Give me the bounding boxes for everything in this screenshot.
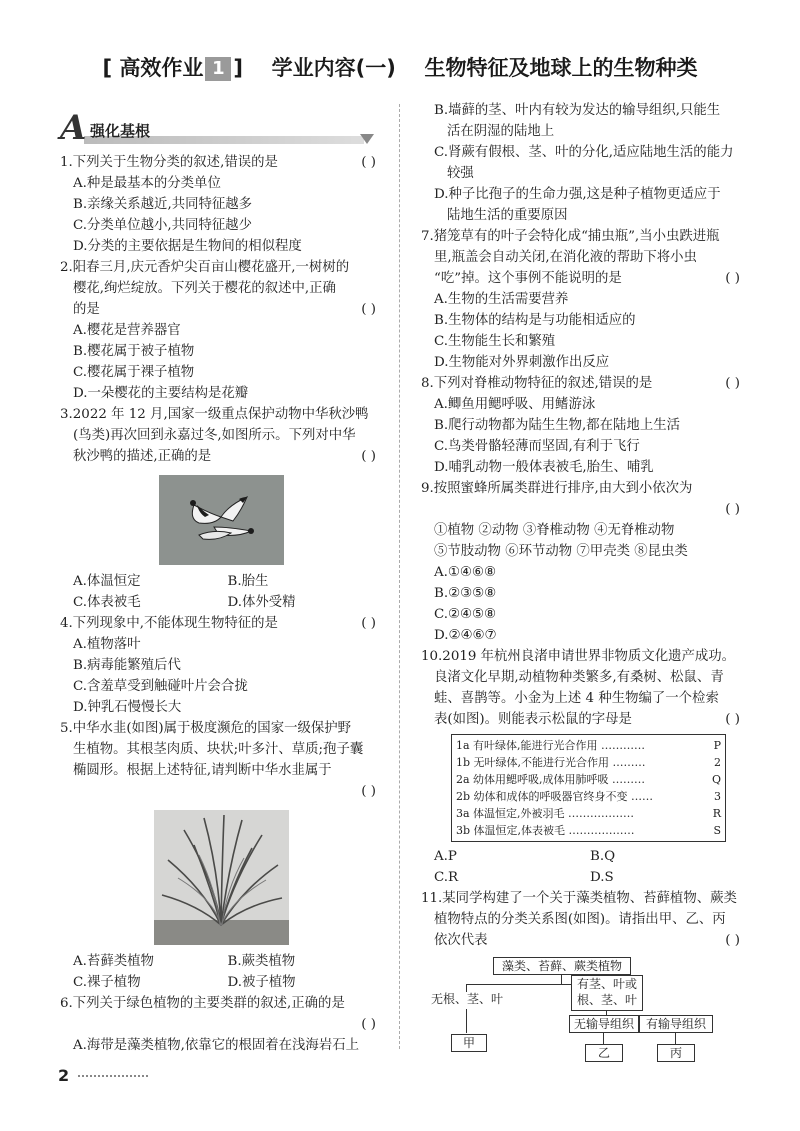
diagram-has-tissue: 有输导组织 [639, 1015, 713, 1033]
answer-paren: ( ) [361, 616, 376, 631]
q3-options-row1 [60, 571, 382, 592]
answer-paren: ( ) [725, 271, 740, 286]
q11-stem-line1: 11.某同学构建了一个关于藻类植物、苔藓植物、蕨类 [421, 891, 737, 906]
q6-option-b-line1: B.墙藓的茎、叶内有较为发达的输导组织,只能生 [434, 103, 721, 118]
q10-stem-line4: 表(如图)。则能表示松鼠的字母是 ( ) [421, 709, 746, 730]
key-row: 3a 体温恒定,外被羽毛 ……………… R [456, 807, 721, 820]
q7-option-a: A.生物的生活需要营养 [434, 292, 569, 307]
q9-stem: 9.按照蜜蜂所属类群进行排序,由大到小依次为 [421, 481, 693, 496]
q1-option-d: D.分类的主要依据是生物间的相似程度 [73, 239, 302, 254]
q6-option-c-line1: C.肾蕨有假根、茎、叶的分化,适应陆地生活的能力 [434, 145, 734, 160]
q6-paren-line [60, 1014, 382, 1035]
q3-stem-line3: 秋沙鸭的描述,正确的是 ( ) [60, 446, 382, 467]
q10-option-b: B.Q [590, 849, 616, 864]
q1-stem: 1.下列关于生物分类的叙述,错误的是 ( ) [60, 152, 382, 173]
q3-stem-line2: (鸟类)再次回到永嘉过冬,如图所示。下列对中华 [73, 428, 356, 443]
q8-stem: 8.下列对脊椎动物特征的叙述,错误的是 ( ) [421, 373, 746, 394]
key-row: 2a 幼体用鳃呼吸,成体用肺呼吸 ……… Q [456, 773, 721, 786]
answer-paren: ( ) [725, 933, 740, 948]
diagram-connector [675, 1032, 676, 1044]
q2-option-a: A.樱花是营养器官 [73, 323, 181, 338]
q9-paren-line [421, 499, 746, 520]
q8-option-c: C.鸟类骨骼轻薄而坚固,有利于飞行 [434, 439, 640, 454]
q8-option-b: B.爬行动物都为陆生生物,都在陆地上生活 [434, 418, 680, 433]
q8-option-d: D.哺乳动物一般体表被毛,胎生、哺乳 [434, 460, 654, 475]
quillwort-photo [154, 810, 289, 945]
q7-option-c: C.生物能生长和繁殖 [434, 334, 556, 349]
q6-option-a: A.海带是藻类植物,依靠它的根固着在浅海岩石上 [73, 1038, 359, 1053]
q1-option-b: B.亲缘关系越近,共同特征越多 [73, 197, 253, 212]
right-column [421, 100, 746, 1070]
answer-paren: ( ) [725, 376, 740, 391]
answer-paren: ( ) [361, 302, 376, 317]
q2-stem-line2: 樱花,绚烂绽放。下列关于樱花的叙述中,正确 [73, 281, 336, 296]
q10-option-c: C.R [434, 870, 459, 885]
q1-option-a: A.种是最基本的分类单位 [73, 176, 221, 191]
q2-option-d: D.一朵樱花的主要结构是花瓣 [73, 386, 249, 401]
duck-photo [159, 475, 284, 565]
q10-stem-line1: 10.2019 年杭州良渚申请世界非物质文化遗产成功。 [421, 649, 736, 664]
q5-options-row1 [60, 951, 382, 972]
q6-option-d-line2: 陆地生活的重要原因 [447, 208, 568, 223]
q2-option-b: B.樱花属于被子植物 [73, 344, 195, 359]
answer-paren: ( ) [361, 449, 376, 464]
classification-diagram [421, 955, 751, 1070]
q5-option-b: B.蕨类植物 [227, 954, 296, 969]
q5-paren-line [60, 781, 382, 802]
answer-paren: ( ) [361, 784, 376, 799]
diagram-connector [466, 1009, 467, 1033]
q1-option-c: C.分类单位越小,共同特征越少 [73, 218, 252, 233]
q2-stem-line1: 2.阳春三月,庆元香炉尖百亩山樱花盛开,一树树的 [60, 260, 350, 275]
q7-stem-line3: “吃”掉。这个事例不能说明的是 ( ) [421, 268, 746, 289]
q2-option-c: C.樱花属于裸子植物 [73, 365, 195, 380]
diagram-top-box: 藻类、苔藓、蕨类植物 [493, 957, 631, 975]
q6-option-b-line2: 活在阴湿的陆地上 [447, 124, 555, 139]
q7-option-b: B.生物体的结构是与功能相适应的 [434, 313, 636, 328]
q10-stem-line2: 良渚文化早期,动植物种类繁多,有桑树、松鼠、青 [434, 670, 724, 685]
q2-stem-line3: 的是 ( ) [60, 299, 382, 320]
key-row: 1a 有叶绿体,能进行光合作用 ………… P [456, 739, 721, 752]
q9-items-line1: ①植物 ②动物 ③脊椎动物 ④无脊椎动物 [434, 523, 675, 538]
q4-option-d: D.钟乳石慢慢长大 [73, 700, 182, 715]
q3-option-c: C.体表被毛 [73, 595, 141, 610]
q10-option-d: D.S [590, 870, 614, 885]
q10-option-a: A.P [434, 849, 457, 864]
title-unit: 学业内容(一) [271, 56, 396, 80]
q5-option-a: A.苔藓类植物 [73, 954, 154, 969]
flying-ducks-icon [159, 475, 284, 565]
q9-option-a: A.①④⑥⑧ [434, 565, 496, 580]
q6-stem: 6.下列关于绿色植物的主要类群的叙述,正确的是 [60, 996, 345, 1011]
q7-option-d: D.生物能对外界刺激作出反应 [434, 355, 610, 370]
q10-options-row2 [421, 867, 746, 888]
q11-stem-line2: 植物特点的分类关系图(如图)。请指出甲、乙、丙 [434, 912, 726, 927]
diagram-jia-box: 甲 [451, 1034, 487, 1052]
title-number-badge: 1 [205, 57, 231, 81]
answer-paren: ( ) [361, 1017, 376, 1032]
q5-options-row2 [60, 972, 382, 993]
q4-option-a: A.植物落叶 [73, 637, 141, 652]
q3-option-b: B.胎生 [227, 574, 269, 589]
title-close-bracket: ] [233, 56, 244, 80]
q4-stem: 4.下列现象中,不能体现生物特征的是 ( ) [60, 613, 382, 634]
q5-stem-line1: 5.中华水韭(如图)属于极度濒危的国家一级保护野 [60, 721, 352, 736]
page-title [0, 52, 800, 82]
q7-stem-line1: 7.猪笼草有的叶子会特化成“捕虫瓶”,当小虫跌进瓶 [421, 229, 720, 244]
diagram-connector [603, 1032, 604, 1044]
q9-items-line2: ⑤节肢动物 ⑥环节动物 ⑦甲壳类 ⑧昆虫类 [434, 544, 688, 559]
q6-option-d-line1: D.种子比孢子的生命力强,这是种子植物更适应于 [434, 187, 721, 202]
title-brand: 高效作业 [119, 56, 204, 80]
key-row: 3b 体温恒定,体表被毛 ……………… S [456, 824, 721, 837]
diagram-left-branch: 无根、茎、叶 [430, 992, 503, 1006]
quillwort-plant-icon [154, 810, 289, 945]
page-number-dots [78, 1075, 148, 1077]
page-number: 2 [58, 1066, 70, 1085]
dichotomous-key-table [451, 734, 726, 842]
section-header [60, 108, 382, 148]
q4-option-c: C.含羞草受到触碰叶片会合拢 [73, 679, 248, 694]
diagram-right-branch: 有茎、叶或 根、茎、叶 [571, 975, 643, 1011]
q9-option-c: C.②④⑤⑧ [434, 607, 497, 622]
answer-paren: ( ) [361, 155, 376, 170]
q4-option-b: B.病毒能繁殖后代 [73, 658, 181, 673]
answer-paren: ( ) [725, 502, 740, 517]
section-triangle-icon [360, 134, 374, 144]
q3-option-a: A.体温恒定 [73, 574, 141, 589]
section-label: 强化基根 [90, 122, 151, 140]
section-letter: A [60, 108, 87, 148]
title-open-bracket: [ [102, 56, 113, 80]
q5-stem-line3: 椭圆形。根据上述特征,请判断中华水韭属于 [73, 763, 332, 778]
column-divider [399, 104, 400, 1049]
q9-option-b: B.②③⑤⑧ [434, 586, 497, 601]
diagram-bing-box: 丙 [657, 1044, 695, 1062]
q10-options-row1 [421, 846, 746, 867]
q10-stem-line3: 蛙、喜鹊等。小金为上述 4 种生物编了一个检索 [434, 691, 719, 706]
diagram-yi-box: 乙 [585, 1044, 623, 1062]
title-topic: 生物特征及地球上的生物种类 [424, 56, 698, 80]
q7-stem-line2: 里,瓶盖会自动关闭,在消化液的帮助下将小虫 [434, 250, 697, 265]
left-column [60, 108, 382, 1056]
q5-stem-line2: 生植物。其根茎肉质、块状;叶多汁、草质;孢子囊 [73, 742, 364, 757]
q9-option-d: D.②④⑥⑦ [434, 628, 497, 643]
q3-option-d: D.体外受精 [227, 595, 296, 610]
key-row: 1b 无叶绿体,不能进行光合作用 ……… 2 [456, 756, 721, 769]
diagram-connector [561, 974, 562, 984]
q3-options-row2 [60, 592, 382, 613]
answer-paren: ( ) [725, 712, 740, 727]
key-row: 2b 幼体和成体的呼吸器官终身不变 …… 3 [456, 790, 721, 803]
q3-stem-line1: 3.2022 年 12 月,国家一级重点保护动物中华秋沙鸭 [60, 407, 369, 422]
q8-option-a: A.鲫鱼用鳃呼吸、用鳍游泳 [434, 397, 596, 412]
q5-option-d: D.被子植物 [227, 975, 296, 990]
diagram-no-tissue: 无输导组织 [569, 1015, 639, 1033]
q11-stem-line3: 依次代表 ( ) [421, 930, 746, 951]
q5-option-c: C.裸子植物 [73, 975, 141, 990]
q6-option-c-line2: 较强 [447, 166, 474, 181]
